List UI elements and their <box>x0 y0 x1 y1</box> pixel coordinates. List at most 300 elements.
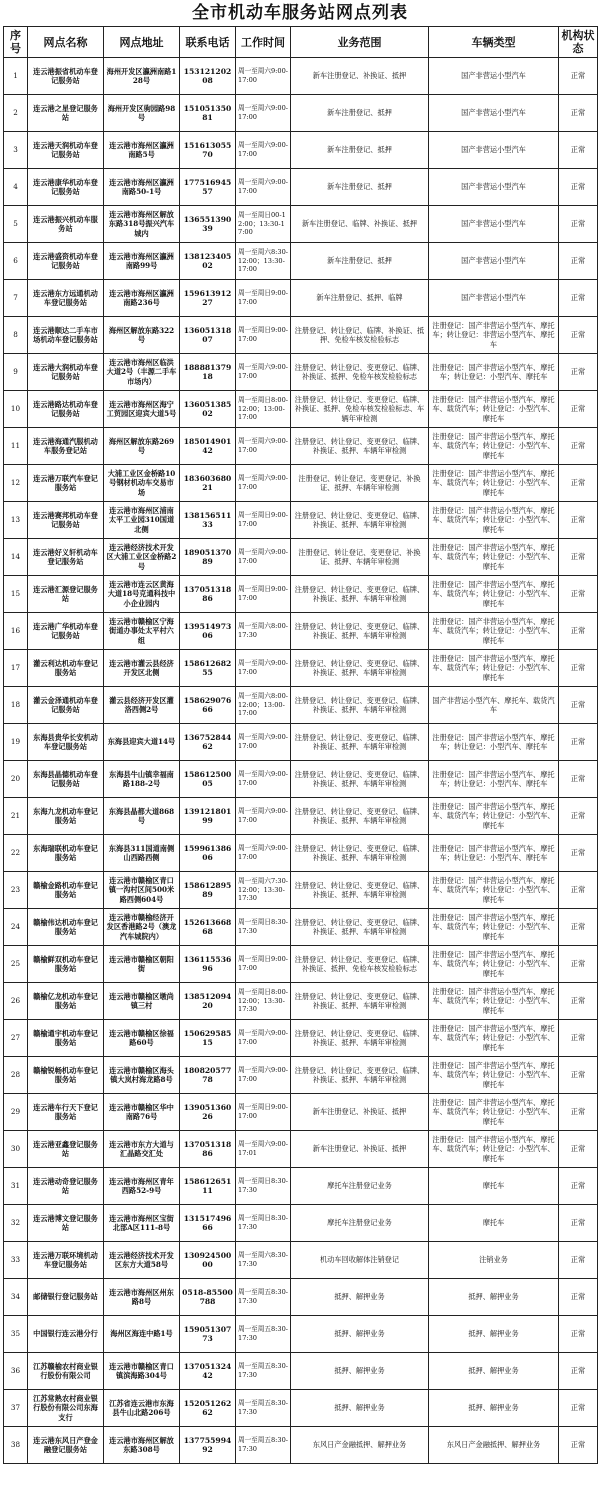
cell-no: 9 <box>4 354 28 391</box>
cell-vehicle: 抵押、解押业务 <box>429 1353 559 1390</box>
cell-scope: 注册登记、转让登记、变更登记、补换证、抵押、车辆年审检测 <box>291 539 429 576</box>
cell-phone: 13912180199 <box>180 798 236 835</box>
cell-status: 正常 <box>559 761 598 798</box>
table-row <box>4 1316 598 1353</box>
table-row <box>4 1353 598 1390</box>
cell-name: 连云港大润机动车登记服务站 <box>28 354 104 391</box>
cell-status: 正常 <box>559 391 598 428</box>
cell-name: 灌云利达机动车登记服务站 <box>28 650 104 687</box>
cell-no: 12 <box>4 465 28 502</box>
cell-phone: 18888137918 <box>180 354 236 391</box>
cell-status: 正常 <box>559 835 598 872</box>
cell-vehicle: 注册登记：国产非营运小型汽车、摩托车、载货汽车；转让登记：小型汽车、摩托车 <box>429 650 559 687</box>
cell-vehicle: 注册登记：国产非营运小型汽车、摩托车、载货汽车；转让登记：小型汽车、摩托车 <box>429 465 559 502</box>
cell-phone: 15861268255 <box>180 650 236 687</box>
cell-status: 正常 <box>559 1020 598 1057</box>
cell-status: 正常 <box>559 1057 598 1094</box>
table-row <box>4 1094 598 1131</box>
cell-scope: 新车注册登记、抵押 <box>291 243 429 280</box>
cell-address: 连云港市灌云县经济开发区北侧 <box>104 650 180 687</box>
table-row <box>4 1057 598 1094</box>
table-row <box>4 465 598 502</box>
header-phone: 联系电话 <box>180 27 236 58</box>
cell-scope: 新车注册登记、抵押 <box>291 95 429 132</box>
cell-vehicle: 注册登记：国产非营运小型汽车、摩托车、载货汽车；转让登记：小型汽车、摩托车 <box>429 502 559 539</box>
cell-phone: 13092450000 <box>180 1242 236 1279</box>
cell-scope: 注册登记、转让登记、变更登记、临牌、补换证、抵押、车辆年审检测 <box>291 650 429 687</box>
cell-hours: 周一至周六8:00-17:30 <box>236 613 291 650</box>
header-address: 网点地址 <box>104 27 180 58</box>
cell-name: 连云港东风日产登金融登记服务站 <box>28 1427 104 1464</box>
cell-hours: 周一至周五8:30-17:30 <box>236 1279 291 1316</box>
cell-hours: 周一至周六9:00-17:00 <box>236 354 291 391</box>
cell-no: 29 <box>4 1094 28 1131</box>
cell-hours: 周一至周六9:00-17:00 <box>236 428 291 465</box>
cell-scope: 注册登记、转让登记、变更登记、临牌、补换证、抵押、车辆年审检测 <box>291 428 429 465</box>
cell-address: 连云港市赣榆区青口镇滨海路304号 <box>104 1353 180 1390</box>
cell-status: 正常 <box>559 502 598 539</box>
cell-address: 东海县牛山镇幸福南路188-2号 <box>104 761 180 798</box>
cell-scope: 注册登记、转让登记、变更登记、临牌、补换证、抵押、车辆年审检测 <box>291 835 429 872</box>
cell-phone: 15961391227 <box>180 280 236 317</box>
cell-scope: 新车注册登记、补换证、抵押 <box>291 1094 429 1131</box>
cell-address: 连云港市海州区浦南太平工业园310国道北侧 <box>104 502 180 539</box>
cell-hours: 周一至周六9:00-17:00 <box>236 650 291 687</box>
cell-vehicle: 国产非营运小型汽车 <box>429 132 559 169</box>
table-row <box>4 1427 598 1464</box>
cell-vehicle: 注册登记：国产非营运小型汽车、摩托车、载货汽车；转让登记：小型汽车、摩托车 <box>429 872 559 909</box>
cell-vehicle: 注册登记：国产非营运小型汽车、摩托车、载货汽车；转让登记：小型汽车、摩托车 <box>429 391 559 428</box>
cell-vehicle: 注册登记：国产非营运小型汽车、摩托车、载货汽车；转让登记：小型汽车、摩托车 <box>429 946 559 983</box>
cell-name: 连云港康华机动车登记服务站 <box>28 169 104 206</box>
cell-phone: 15261366868 <box>180 909 236 946</box>
cell-phone: 15312120208 <box>180 58 236 95</box>
table-row <box>4 206 598 243</box>
cell-no: 13 <box>4 502 28 539</box>
cell-status: 正常 <box>559 243 598 280</box>
cell-name: 赣榆金路机动车登记服务站 <box>28 872 104 909</box>
cell-no: 26 <box>4 983 28 1020</box>
cell-phone: 13705131886 <box>180 1131 236 1168</box>
cell-status: 正常 <box>559 539 598 576</box>
cell-no: 20 <box>4 761 28 798</box>
cell-hours: 周一至周日8:30-17:30 <box>236 909 291 946</box>
cell-hours: 周一至周日9:00-17:00 <box>236 502 291 539</box>
cell-hours: 周一至周六9:00-17:00 <box>236 798 291 835</box>
cell-hours: 周一至周六9:00-17:00 <box>236 724 291 761</box>
cell-vehicle: 注册登记：国产非营运小型汽车、摩托车、载货汽车；转让登记：小型汽车、摩托车 <box>429 576 559 613</box>
cell-vehicle: 注册登记：国产非营运小型汽车、摩托车、载货汽车；转让登记：小型汽车、摩托车 <box>429 1057 559 1094</box>
cell-no: 7 <box>4 280 28 317</box>
cell-address: 连云港经济技术开发区大浦工业区金桥路2号 <box>104 539 180 576</box>
table-row <box>4 983 598 1020</box>
cell-hours: 周一至周五8:30-17:30 <box>236 1390 291 1427</box>
cell-status: 正常 <box>559 798 598 835</box>
cell-scope: 注册登记、转让登记、变更登记、临牌、补换证、抵押、车辆年审检测 <box>291 909 429 946</box>
cell-status: 正常 <box>559 946 598 983</box>
cell-phone: 13611553696 <box>180 946 236 983</box>
cell-name: 连云港之星登记服务站 <box>28 95 104 132</box>
table-row <box>4 835 598 872</box>
cell-vehicle: 注册登记：国产非营运小型汽车、摩托车、载货汽车；转让登记：小型汽车、摩托车 <box>429 798 559 835</box>
cell-address: 海州区解放东路269号 <box>104 428 180 465</box>
cell-name: 赣榆锐畅机动车登记服务站 <box>28 1057 104 1094</box>
cell-scope: 摩托车注册登记业务 <box>291 1168 429 1205</box>
cell-address: 东海县311国道南侧山西路西侧 <box>104 835 180 872</box>
table-row <box>4 539 598 576</box>
table-row <box>4 428 598 465</box>
cell-name: 东海县晶德机动车登记服务站 <box>28 761 104 798</box>
cell-name: 连云港顺达二手车市场机动车登记服务站 <box>28 317 104 354</box>
cell-hours: 周一至周日00-12:00；13:30-17:00 <box>236 206 291 243</box>
cell-vehicle: 东风日产金融抵押、解押业务 <box>429 1427 559 1464</box>
cell-hours: 周一至周日8:30-17:30 <box>236 1168 291 1205</box>
table-row <box>4 1020 598 1057</box>
cell-phone: 15861265111 <box>180 1168 236 1205</box>
cell-vehicle: 国产非营运小型汽车 <box>429 169 559 206</box>
cell-vehicle: 国产非营运小型汽车 <box>429 58 559 95</box>
cell-hours: 周一至周日8:00-12:00；13:00-17:00 <box>236 391 291 428</box>
cell-hours: 周一至周六9:00-17:00 <box>236 539 291 576</box>
cell-hours: 周一至周六9:00-17:01 <box>236 1131 291 1168</box>
cell-address: 连云港市连云区黄海大道18号克通科技中小企业园内 <box>104 576 180 613</box>
cell-hours: 周一至周五8:30-17:30 <box>236 1427 291 1464</box>
cell-hours: 周一至周六9:00-17:00 <box>236 1020 291 1057</box>
cell-address: 海州区解放东路322号 <box>104 317 180 354</box>
cell-address: 连云港市海州区宝街北部A区111-8号 <box>104 1205 180 1242</box>
table-row <box>4 761 598 798</box>
cell-vehicle: 注册登记：国产非营运小型汽车、摩托车、载货汽车；转让登记：小型汽车、摩托车 <box>429 909 559 946</box>
cell-scope: 新车注册登记、抵押 <box>291 132 429 169</box>
cell-hours: 周一至周日9:00-17:00 <box>236 576 291 613</box>
cell-name: 东海县贵华长安机动车登记服务站 <box>28 724 104 761</box>
cell-address: 连云港市赣榆区海头镇大岚村海龙路8号 <box>104 1057 180 1094</box>
cell-vehicle: 注册登记：国产非营运小型汽车、摩托车、载货汽车；转让登记：小型汽车、摩托车 <box>429 983 559 1020</box>
cell-status: 正常 <box>559 1279 598 1316</box>
cell-hours: 周一至周日9:00-17:00 <box>236 280 291 317</box>
cell-status: 正常 <box>559 687 598 724</box>
cell-status: 正常 <box>559 169 598 206</box>
cell-no: 21 <box>4 798 28 835</box>
cell-scope: 新车注册登记、补换证、抵押 <box>291 1131 429 1168</box>
cell-name: 赣榆鲜双机动车登记服务站 <box>28 946 104 983</box>
cell-address: 连云港市海州区瀛洲南路236号 <box>104 280 180 317</box>
cell-name: 连云港振省机动车登记服务站 <box>28 58 104 95</box>
table-row <box>4 1168 598 1205</box>
cell-phone: 13905136026 <box>180 1094 236 1131</box>
cell-no: 14 <box>4 539 28 576</box>
cell-no: 23 <box>4 872 28 909</box>
cell-address: 大浦工业区金桥路10号钢材机动车交易市场 <box>104 465 180 502</box>
cell-vehicle: 抵押、解押业务 <box>429 1316 559 1353</box>
table-row <box>4 650 598 687</box>
cell-vehicle: 注册登记：国产非营运小型汽车、摩托车；转让登记：小型汽车、摩托车 <box>429 724 559 761</box>
cell-vehicle: 抵押、解押业务 <box>429 1279 559 1316</box>
cell-scope: 抵押、解押业务 <box>291 1316 429 1353</box>
table-row <box>4 354 598 391</box>
cell-address: 连云港市海州区临洪大道2号（丰源二手车市场内） <box>104 354 180 391</box>
cell-no: 11 <box>4 428 28 465</box>
cell-vehicle: 注销业务 <box>429 1242 559 1279</box>
cell-address: 东海县晶都大道868号 <box>104 798 180 835</box>
cell-status: 正常 <box>559 1094 598 1131</box>
table-row <box>4 502 598 539</box>
table-row <box>4 391 598 428</box>
header-scope: 业务范围 <box>291 27 429 58</box>
cell-scope: 新车注册登记、抵押、临牌 <box>291 280 429 317</box>
cell-phone: 13775599492 <box>180 1427 236 1464</box>
cell-no: 24 <box>4 909 28 946</box>
cell-hours: 周一至周日9:00-17:00 <box>236 946 291 983</box>
cell-no: 25 <box>4 946 28 983</box>
cell-phone: 13605131807 <box>180 317 236 354</box>
table-row <box>4 243 598 280</box>
cell-vehicle: 注册登记：国产非营运小型汽车、摩托车、载货汽车；转让登记：小型汽车、摩托车 <box>429 613 559 650</box>
cell-vehicle: 注册登记：国产非营运小型汽车、摩托车、载货汽车；转让登记：小型汽车、摩托车 <box>429 428 559 465</box>
cell-no: 34 <box>4 1279 28 1316</box>
cell-vehicle: 注册登记：国产非营运小型汽车、摩托车；转让登记：非营运小型汽车、摩托车 <box>429 317 559 354</box>
cell-scope: 注册登记、转让登记、临牌、补换证、抵押、免检车核发检验标志 <box>291 317 429 354</box>
cell-scope: 抵押、解押业务 <box>291 1279 429 1316</box>
cell-scope: 注册登记、转让登记、变更登记、临牌、补换证、抵押、免检车核发检验标志 <box>291 354 429 391</box>
cell-status: 正常 <box>559 280 598 317</box>
cell-status: 正常 <box>559 983 598 1020</box>
header-vehicle: 车辆类型 <box>429 27 559 58</box>
cell-hours: 周一至周六7:30-12:00；13:30-17:30 <box>236 872 291 909</box>
cell-name: 连云港海通汽服机动车服务登记站 <box>28 428 104 465</box>
cell-name: 赣榆通宇机动车登记服务站 <box>28 1020 104 1057</box>
table-row <box>4 280 598 317</box>
cell-phone: 18360368021 <box>180 465 236 502</box>
cell-no: 27 <box>4 1020 28 1057</box>
cell-address: 东海县迎宾大道14号 <box>104 724 180 761</box>
cell-scope: 注册登记、转让登记、变更登记、补换证、抵押、车辆年审检测 <box>291 465 429 502</box>
cell-vehicle: 摩托车 <box>429 1168 559 1205</box>
cell-name: 中国银行连云港分行 <box>28 1316 104 1353</box>
cell-phone: 15996138606 <box>180 835 236 872</box>
cell-name: 连云港路达机动车登记服务站 <box>28 391 104 428</box>
cell-address: 连云港市海州区解放东路308号 <box>104 1427 180 1464</box>
cell-vehicle: 国产非营运小型汽车 <box>429 206 559 243</box>
cell-address: 连云港市海州区瀛洲南路5号 <box>104 132 180 169</box>
cell-name: 赣榆伟达机动车登记服务站 <box>28 909 104 946</box>
cell-phone: 15161305570 <box>180 132 236 169</box>
table-row <box>4 1242 598 1279</box>
cell-scope: 注册登记、转让登记、变更登记、临牌、补换证、抵押、车辆年审检测 <box>291 798 429 835</box>
cell-status: 正常 <box>559 1168 598 1205</box>
page-title: 全市机动车服务站网点列表 <box>192 3 408 23</box>
cell-address: 连云港经济技术开发区东方大道58号 <box>104 1242 180 1279</box>
cell-hours: 周一至周日8:00-12:00；13:30-17:30 <box>236 983 291 1020</box>
cell-no: 17 <box>4 650 28 687</box>
cell-name: 连云港万联环境机动车登记服务站 <box>28 1242 104 1279</box>
cell-phone: 13812340502 <box>180 243 236 280</box>
cell-vehicle: 国产非营运小型汽车 <box>429 95 559 132</box>
table-row <box>4 946 598 983</box>
cell-status: 正常 <box>559 317 598 354</box>
cell-address: 连云港市赣榆经济开发区香港路2号（澳龙汽车城院内） <box>104 909 180 946</box>
cell-hours: 周一至周六9:00-17:00 <box>236 835 291 872</box>
cell-scope: 抵押、解押业务 <box>291 1390 429 1427</box>
cell-phone: 15862907666 <box>180 687 236 724</box>
cell-hours: 周一至周六8:30-12:00；13:30-17:00 <box>236 243 291 280</box>
cell-no: 5 <box>4 206 28 243</box>
table-row <box>4 317 598 354</box>
cell-scope: 注册登记、转让登记、变更登记、临牌、补换证、抵押、车辆年审检测 <box>291 502 429 539</box>
cell-hours: 周一至周六8:00-12:00；13:00-17:00 <box>236 687 291 724</box>
cell-address: 海州开发区瀛洲南路128号 <box>104 58 180 95</box>
cell-name: 连云港好义轩机动车登记服务站 <box>28 539 104 576</box>
cell-vehicle: 注册登记：国产非营运小型汽车、摩托车、载货汽车；转让登记：小型汽车、摩托车 <box>429 1094 559 1131</box>
cell-status: 正常 <box>559 872 598 909</box>
cell-name: 连云港亚鑫登记服务站 <box>28 1131 104 1168</box>
cell-no: 2 <box>4 95 28 132</box>
cell-phone: 13951497306 <box>180 613 236 650</box>
cell-vehicle: 注册登记：国产非营运小型汽车、摩托车；转让登记：小型汽车、摩托车 <box>429 761 559 798</box>
table-row <box>4 798 598 835</box>
cell-scope: 注册登记、转让登记、变更登记、临牌、补换证、抵押、免检车核发检验标志 <box>291 946 429 983</box>
cell-address: 灌云县经济开发区灌洛西侧2号 <box>104 687 180 724</box>
cell-name: 连云港广华机动车登记服务站 <box>28 613 104 650</box>
cell-vehicle: 注册登记：国产非营运小型汽车、摩托车、载货汽车；转让登记：小型汽车、摩托车 <box>429 539 559 576</box>
table-row <box>4 872 598 909</box>
cell-phone: 18905137089 <box>180 539 236 576</box>
table-row <box>4 1205 598 1242</box>
table-row <box>4 132 598 169</box>
cell-status: 正常 <box>559 576 598 613</box>
cell-vehicle: 国产非营运小型汽车、摩托车、载货汽车 <box>429 687 559 724</box>
cell-status: 正常 <box>559 354 598 391</box>
cell-phone: 13605138502 <box>180 391 236 428</box>
cell-status: 正常 <box>559 1353 598 1390</box>
cell-no: 22 <box>4 835 28 872</box>
header-name: 网点名称 <box>28 27 104 58</box>
cell-phone: 13815651133 <box>180 502 236 539</box>
cell-phone: 18082057778 <box>180 1057 236 1094</box>
cell-phone: 18501490142 <box>180 428 236 465</box>
cell-name: 连云港动奇登记服务站 <box>28 1168 104 1205</box>
cell-status: 正常 <box>559 650 598 687</box>
cell-status: 正常 <box>559 724 598 761</box>
header-no: 序号 <box>4 27 28 58</box>
cell-scope: 新车注册登记、抵押 <box>291 169 429 206</box>
cell-status: 正常 <box>559 1390 598 1427</box>
cell-address: 连云港市赣榆区徐福路60号 <box>104 1020 180 1057</box>
cell-vehicle: 注册登记：国产非营运小型汽车、摩托车、载货汽车；转让登记：小型汽车、摩托车 <box>429 1131 559 1168</box>
cell-vehicle: 抵押、解押业务 <box>429 1390 559 1427</box>
cell-name: 东海瑞联机动车登记服务站 <box>28 835 104 872</box>
cell-name: 连云港万联汽车登记服务站 <box>28 465 104 502</box>
cell-address: 连云港市赣榆区青口镇一沟村区间500米路西侧604号 <box>104 872 180 909</box>
cell-no: 19 <box>4 724 28 761</box>
cell-address: 连云港市海州区解放东路318号振兴汽车城内 <box>104 206 180 243</box>
cell-scope: 机动车回收解体注销登记 <box>291 1242 429 1279</box>
cell-name: 连云港赛邦机动车登记服务站 <box>28 502 104 539</box>
header-hours: 工作时间 <box>236 27 291 58</box>
station-table <box>3 26 598 1464</box>
cell-name: 江苏常熟农村商业银行股份有限公司东海支行 <box>28 1390 104 1427</box>
cell-name: 连云港盛资机动车登记服务站 <box>28 243 104 280</box>
table-row <box>4 909 598 946</box>
cell-name: 邮储银行登记服务站 <box>28 1279 104 1316</box>
cell-address: 连云港市赣榆区朝阳街 <box>104 946 180 983</box>
cell-status: 正常 <box>559 1316 598 1353</box>
cell-name: 灌云金泽通机动车登记服务站 <box>28 687 104 724</box>
cell-status: 正常 <box>559 206 598 243</box>
cell-hours: 周一至周日9:00-17:00 <box>236 317 291 354</box>
cell-name: 东海九龙机动车登记服务站 <box>28 798 104 835</box>
table-row <box>4 1279 598 1316</box>
cell-no: 35 <box>4 1316 28 1353</box>
table-header-row <box>4 27 598 58</box>
cell-no: 36 <box>4 1353 28 1390</box>
table-row <box>4 576 598 613</box>
cell-hours: 周一至周六9:00-17:00 <box>236 95 291 132</box>
cell-hours: 周一至周六9:00-17:00 <box>236 1057 291 1094</box>
cell-no: 33 <box>4 1242 28 1279</box>
cell-no: 30 <box>4 1131 28 1168</box>
cell-no: 31 <box>4 1168 28 1205</box>
cell-no: 37 <box>4 1390 28 1427</box>
cell-scope: 注册登记、转让登记、变更登记、临牌、补换证、抵押、车辆年审检测 <box>291 872 429 909</box>
cell-no: 38 <box>4 1427 28 1464</box>
cell-address: 海州区海连中路1号 <box>104 1316 180 1353</box>
cell-phone: 13851209420 <box>180 983 236 1020</box>
cell-name: 连云港东方远通机动车登记服务站 <box>28 280 104 317</box>
cell-hours: 周一至周六9:00-17:00 <box>236 465 291 502</box>
cell-no: 1 <box>4 58 28 95</box>
cell-address: 连云港市海州区瀛洲南路50-1号 <box>104 169 180 206</box>
cell-address: 连云港市海州区青年西路52-9号 <box>104 1168 180 1205</box>
cell-hours: 周一至周六9:00-17:00 <box>236 58 291 95</box>
header-status: 机构状态 <box>559 27 598 58</box>
cell-address: 连云港市赣榆区墩尚镇三村 <box>104 983 180 1020</box>
cell-name: 连云港天润机动车登记服务站 <box>28 132 104 169</box>
cell-phone: 15861250005 <box>180 761 236 798</box>
cell-phone: 15062958515 <box>180 1020 236 1057</box>
cell-phone: 13655139039 <box>180 206 236 243</box>
cell-phone: 15105135081 <box>180 95 236 132</box>
cell-hours: 周一至周日9:00-17:00 <box>236 1094 291 1131</box>
cell-scope: 注册登记、转让登记、变更登记、临牌、补换证、抵押、车辆年审检测 <box>291 761 429 798</box>
cell-scope: 注册登记、转让登记、变更登记、临牌、补换证、抵押、车辆年审检测 <box>291 576 429 613</box>
cell-no: 8 <box>4 317 28 354</box>
cell-phone: 13151749666 <box>180 1205 236 1242</box>
cell-no: 6 <box>4 243 28 280</box>
cell-scope: 注册登记、转让登记、变更登记、临牌、补换证、抵押、车辆年审检测 <box>291 983 429 1020</box>
cell-no: 28 <box>4 1057 28 1094</box>
table-row <box>4 1390 598 1427</box>
cell-phone: 13705132442 <box>180 1353 236 1390</box>
cell-name: 赣榆亿龙机动车登记服务站 <box>28 983 104 1020</box>
cell-scope: 注册登记、转让登记、变更登记、临牌、补换证、抵押、车辆年审检测 <box>291 687 429 724</box>
cell-status: 正常 <box>559 465 598 502</box>
cell-phone: 13705131886 <box>180 576 236 613</box>
table-row <box>4 613 598 650</box>
cell-vehicle: 注册登记：国产非营运小型汽车、摩托车；转让登记：小型汽车、摩托车 <box>429 835 559 872</box>
cell-hours: 周一至周六9:00-17:00 <box>236 169 291 206</box>
cell-hours: 周一至周五8:30-17:30 <box>236 1353 291 1390</box>
cell-status: 正常 <box>559 1205 598 1242</box>
cell-vehicle: 国产非营运小型汽车 <box>429 280 559 317</box>
cell-hours: 周一至周五8:30-17:30 <box>236 1316 291 1353</box>
table-row <box>4 58 598 95</box>
cell-name: 连云港车行天下登记服务站 <box>28 1094 104 1131</box>
table-row <box>4 1131 598 1168</box>
cell-hours: 周一至周日8:30-17:30 <box>236 1205 291 1242</box>
table-row <box>4 95 598 132</box>
cell-scope: 注册登记、转让登记、变更登记、临牌、补换证、抵押、车辆年审检测 <box>291 724 429 761</box>
